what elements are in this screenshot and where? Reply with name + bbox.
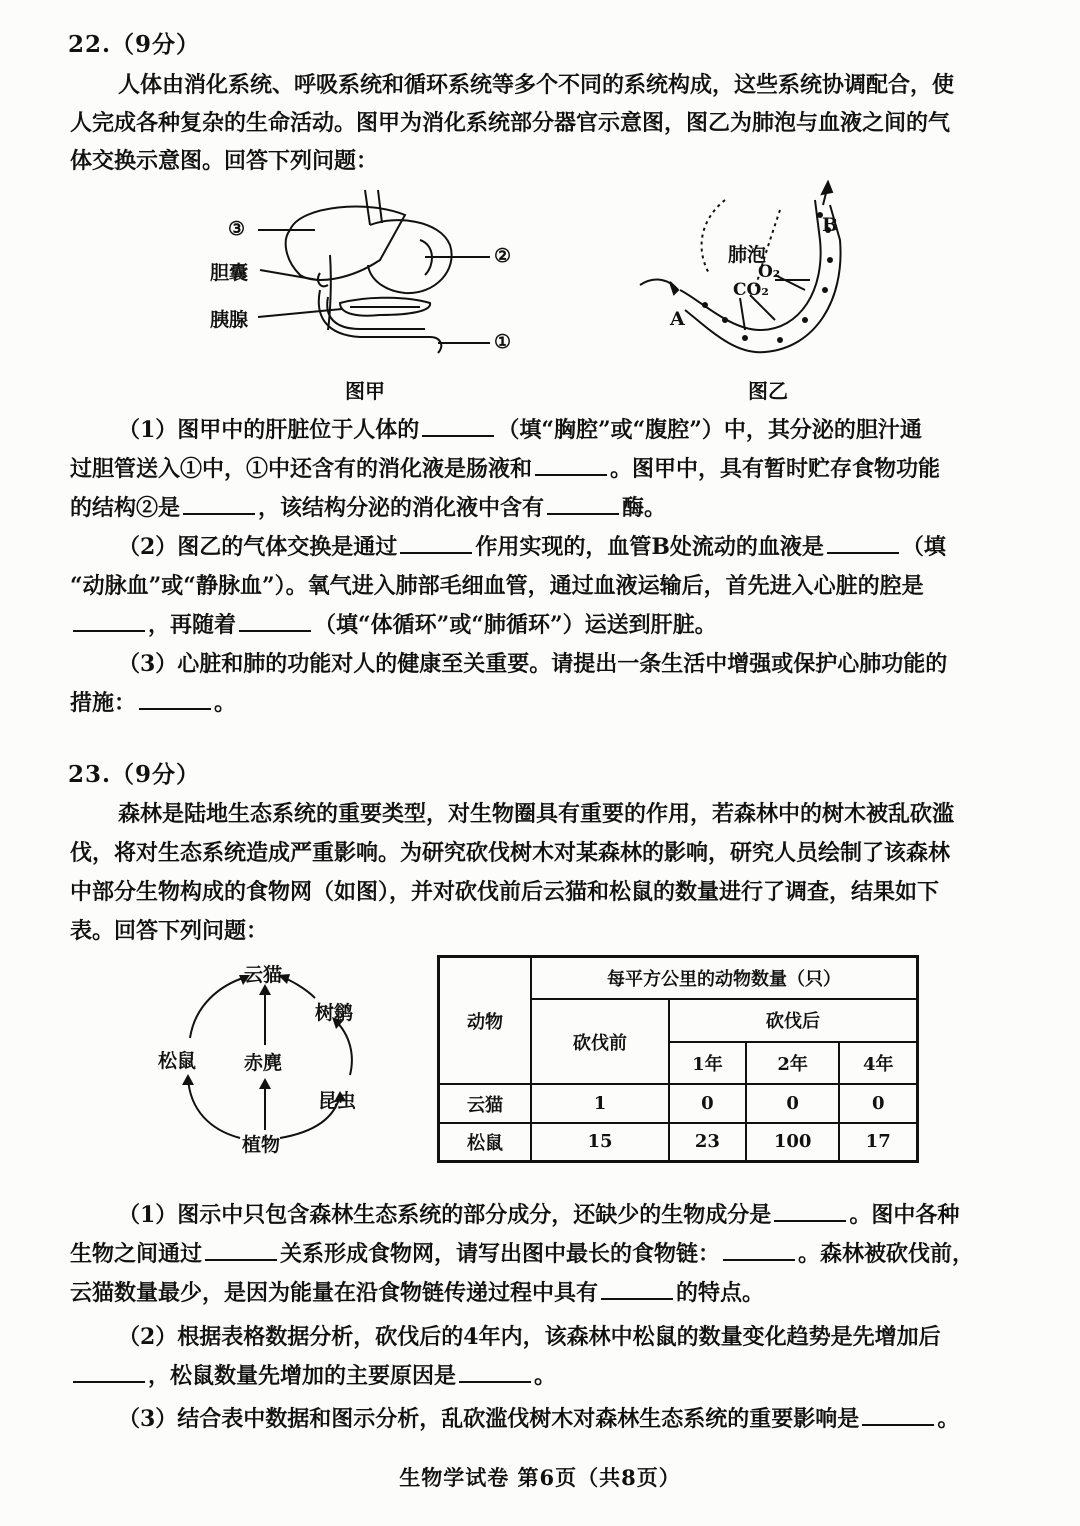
- node-insect: 昆虫: [318, 1090, 357, 1112]
- label-alveolus: 肺泡: [728, 244, 767, 266]
- q23-p1-text-f: 云猫数量最少，是因为能量在沿食物链传递过程中具有: [70, 1280, 599, 1306]
- cell-year2: 0: [746, 1084, 840, 1123]
- node-woodpecker: 树鹟: [315, 1002, 354, 1024]
- label-vessel-a: A: [670, 308, 685, 330]
- cell-before: 1: [531, 1084, 669, 1123]
- page-footer: 生物学试卷 第6页（共8页）: [399, 1465, 681, 1490]
- q22-intro-line1: 人体由消化系统、呼吸系统和循环系统等多个不同的系统构成，这些系统协调配合，使: [118, 72, 955, 98]
- q23-p1-text-e: 。森林被砍伐前，: [798, 1241, 975, 1267]
- food-web-diagram: [150, 960, 380, 1160]
- node-squirrel: 松鼠: [158, 1050, 197, 1072]
- q23-part1-line3: [70, 1276, 764, 1307]
- cell-year1: 23: [669, 1123, 746, 1162]
- answer-blank[interactable]: [73, 1377, 145, 1383]
- answer-blank[interactable]: [459, 1377, 531, 1383]
- q23-p3-text-a: （3）结合表中数据和图示分析，乱砍滥伐树木对森林生态系统的重要影响是: [118, 1406, 860, 1432]
- label-gallbladder: 胆囊: [210, 262, 249, 284]
- figure-gas-exchange: [630, 180, 860, 370]
- answer-blank[interactable]: [862, 1420, 934, 1426]
- alveolus-drawing: [630, 180, 860, 370]
- q23-header: 23.（9分）: [68, 761, 201, 788]
- q22-p3-text-b: 。: [214, 690, 237, 716]
- q22-p2-text-c: （填: [901, 534, 946, 560]
- node-red-deer: 赤麂: [244, 1052, 283, 1074]
- q22-part3-line1: （3）心脏和肺的功能对人的健康至关重要。请提出一条生活中增强或保护心肺功能的: [118, 651, 948, 677]
- cell-year1: 0: [669, 1084, 746, 1123]
- header-title: 每平方公里的动物数量（只）: [531, 957, 918, 1000]
- answer-blank[interactable]: [205, 1255, 277, 1261]
- label-vessel-b: B: [822, 214, 839, 236]
- q22-part2-line2: “动脉血”或“静脉血”）。氧气进入肺部毛细血管，通过血液运输后，首先进入心脏的腔是: [70, 573, 924, 599]
- node-cloud-cat: 云猫: [244, 964, 283, 986]
- label-co2: CO₂: [733, 280, 769, 300]
- table-row: [439, 1084, 918, 1123]
- q23-p1-text-a: （1）图示中只包含森林生态系统的部分成分，还缺少的生物成分是: [118, 1202, 772, 1228]
- header-year1: 1年: [669, 1042, 746, 1085]
- label-circle-1: ①: [494, 331, 512, 353]
- q22-p2-text-d: ，再随着: [148, 612, 237, 638]
- q22-p1-text-g: 酶。: [622, 495, 667, 521]
- answer-blank[interactable]: [400, 548, 472, 554]
- q23-part1-line2: [70, 1237, 974, 1268]
- q22-p1-text-e: 的结构②是: [70, 495, 181, 521]
- header-year4: 4年: [839, 1042, 917, 1085]
- cell-before: 15: [531, 1123, 669, 1162]
- answer-blank[interactable]: [601, 1294, 673, 1300]
- q22-p3-text-a: 措施：: [70, 690, 137, 716]
- header-after: 砍伐后: [669, 999, 918, 1042]
- table-row: [439, 1123, 918, 1162]
- q23-p2-text-b: 。: [534, 1363, 557, 1389]
- animal-count-table: [437, 955, 919, 1163]
- figure-a-caption: 图甲: [345, 379, 385, 403]
- digestive-organs-drawing: [220, 185, 540, 375]
- header-animal: 动物: [439, 957, 532, 1085]
- q22-part2-line3: [70, 608, 717, 639]
- q23-part2-line2: [70, 1359, 556, 1390]
- cell-year4: 17: [839, 1123, 917, 1162]
- answer-blank[interactable]: [774, 1216, 846, 1222]
- q23-intro-line3: 中部分生物构成的食物网（如图），并对砍伐前后云猫和松鼠的数量进行了调查，结果如下: [70, 879, 940, 905]
- q23-p1-text-b: 。图中各种: [849, 1202, 960, 1228]
- cell-year2: 100: [746, 1123, 840, 1162]
- header-year2: 2年: [746, 1042, 840, 1085]
- cell-animal: 松鼠: [439, 1123, 532, 1162]
- q22-intro-line2: 人完成各种复杂的生命活动。图甲为消化系统部分器官示意图，图乙为肺泡与血液之间的气: [70, 110, 951, 136]
- answer-blank[interactable]: [547, 509, 619, 515]
- q22-intro-line3: 体交换示意图。回答下列问题：: [70, 148, 379, 174]
- q22-p1-text-f: ，该结构分泌的消化液中含有: [258, 495, 545, 521]
- cell-year4: 0: [839, 1084, 917, 1123]
- cell-animal: 云猫: [439, 1084, 532, 1123]
- q23-p2-text-a: ，松鼠数量先增加的主要原因是: [148, 1363, 457, 1389]
- label-circle-2: ②: [494, 245, 512, 267]
- label-o2: O₂: [758, 262, 781, 282]
- q23-p1-text-c: 生物之间通过: [70, 1241, 203, 1267]
- answer-blank[interactable]: [139, 704, 211, 710]
- label-pancreas: 胰腺: [210, 309, 249, 331]
- q22-p2-text-e: （填“体循环”或“肺循环”）运送到肝脏。: [314, 612, 717, 638]
- q22-part2-line1: [118, 530, 946, 561]
- q22-p1-text-a: （1）图甲中的肝脏位于人体的: [118, 417, 420, 443]
- q23-p1-text-g: 的特点。: [676, 1280, 765, 1306]
- q22-p1-text-b: （填“胸腔”或“腹腔”）中，其分泌的胆汁通: [497, 417, 922, 443]
- header-before: 砍伐前: [531, 999, 669, 1084]
- q23-part2-line1: （2）根据表格数据分析，砍伐后的4年内，该森林中松鼠的数量变化趋势是先增加后: [118, 1324, 941, 1350]
- answer-blank[interactable]: [827, 548, 899, 554]
- answer-blank[interactable]: [535, 470, 607, 476]
- q22-part1-line1: [118, 413, 922, 444]
- answer-blank[interactable]: [73, 626, 145, 632]
- q23-intro-line2: 伐，将对生态系统造成严重影响。为研究砍伐树木对某森林的影响，研究人员绘制了该森林: [70, 840, 951, 866]
- q22-header: 22.（9分）: [68, 31, 201, 58]
- figure-digestive-system: [210, 185, 540, 375]
- answer-blank[interactable]: [239, 626, 311, 632]
- answer-blank[interactable]: [422, 431, 494, 437]
- q23-intro-line1: 森林是陆地生态系统的重要类型，对生物圈具有重要的作用，若森林中的树木被乱砍滥: [118, 801, 955, 827]
- answer-blank[interactable]: [183, 509, 255, 515]
- q23-part1-line1: [118, 1198, 959, 1229]
- q23-part3-line1: [118, 1402, 959, 1433]
- q23-p1-text-d: 关系形成食物网，请写出图中最长的食物链：: [280, 1241, 721, 1267]
- answer-blank[interactable]: [723, 1255, 795, 1261]
- figure-b-caption: 图乙: [748, 379, 788, 403]
- q22-part1-line2: [70, 452, 940, 483]
- q22-part1-line3: [70, 491, 666, 522]
- q23-p3-text-b: 。: [937, 1406, 960, 1432]
- q22-p2-text-a: （2）图乙的气体交换是通过: [118, 534, 398, 560]
- q22-part3-line2: [70, 686, 236, 717]
- q23-intro-line4: 表。回答下列问题：: [70, 918, 269, 944]
- node-plant: 植物: [242, 1134, 281, 1156]
- q22-p1-text-d: 。图甲中，具有暂时贮存食物功能: [610, 456, 941, 482]
- q22-p1-text-c: 过胆管送入①中，①中还含有的消化液是肠液和: [70, 456, 533, 482]
- q22-p2-text-b: 作用实现的，血管B处流动的血液是: [475, 534, 824, 560]
- label-circle-3: ③: [228, 218, 246, 240]
